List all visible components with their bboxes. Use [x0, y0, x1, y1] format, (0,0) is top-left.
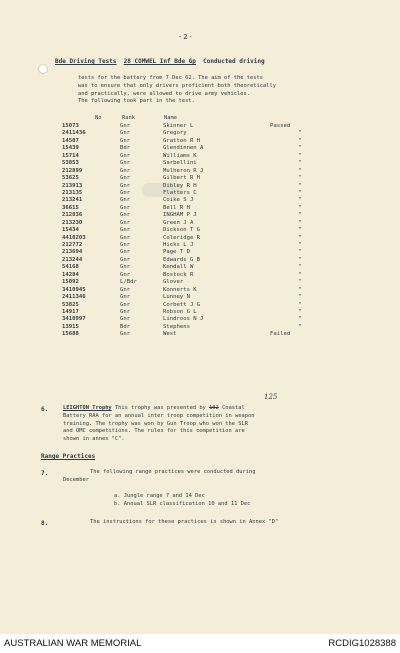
cell-no: 15092	[62, 279, 79, 286]
cell-no: 14507	[62, 137, 79, 144]
cell-result: "	[298, 182, 302, 189]
section-title	[55, 58, 265, 65]
section-title-unit: 28 COMWEL Inf Bde Gp	[123, 58, 196, 65]
punch-hole	[38, 64, 48, 74]
cell-no: 213230	[62, 219, 83, 226]
record-id: RCDIG1028388	[328, 638, 396, 649]
cell-no: 213694	[62, 249, 83, 256]
cell-result: "	[298, 175, 302, 182]
cell-rank: Gnr	[120, 294, 131, 301]
cell-rank: Gnr	[120, 167, 131, 174]
cell-rank: Gnr	[120, 271, 131, 278]
cell-result: "	[298, 323, 302, 330]
para-6-text: This trophy was presented by	[111, 405, 210, 411]
handwritten-note: 125	[264, 393, 278, 401]
cell-name: Mulheron R J	[163, 167, 204, 174]
cell-no: 3410997	[62, 316, 86, 323]
cell-name: West	[163, 331, 177, 338]
para-6-line: shown in annex "C".	[63, 436, 125, 443]
range-item: a. Jungle range 7 and 14 Dec	[114, 493, 205, 499]
cell-name: Lindroos N J	[163, 316, 204, 323]
table-row	[62, 235, 342, 242]
cell-name: Bell R H	[163, 204, 190, 211]
cell-name: Skinner L	[163, 123, 194, 129]
header-no: No	[95, 115, 102, 121]
table-row	[62, 287, 342, 294]
cell-name: Gregory	[163, 130, 187, 137]
paragraph-line: and practically, were allowed to drive army vehicles.	[78, 90, 251, 97]
cell-name: Williams K	[163, 152, 197, 159]
cell-result: "	[298, 137, 302, 144]
cell-name: Corbett J G	[163, 301, 201, 308]
cell-name: Page T D	[163, 249, 190, 256]
para-6-line: and OMC competitions. The rules for this competition are	[63, 428, 245, 435]
cell-no: 3410945	[62, 286, 86, 293]
cell-no: 15073	[62, 123, 79, 129]
cell-rank: Gnr	[120, 308, 131, 315]
table-row	[62, 190, 342, 197]
cell-no: 2411436	[62, 130, 86, 137]
cell-no: 15714	[62, 152, 79, 159]
cell-rank: Gnr	[120, 331, 131, 338]
cell-result: "	[298, 301, 302, 308]
cell-rank: L/Bdr	[120, 279, 137, 286]
driver-table	[62, 123, 342, 339]
cell-no: 15434	[62, 227, 79, 234]
cell-name: Coike S J	[163, 197, 194, 204]
section-paragraph	[78, 75, 368, 106]
cell-no: 14284	[62, 271, 79, 278]
cell-result: "	[298, 160, 302, 167]
cell-no: 212036	[62, 212, 83, 219]
cell-result: "	[298, 219, 302, 226]
cell-name: Konnerts K	[163, 286, 197, 293]
table-row	[62, 242, 342, 249]
cell-rank: Gnr	[120, 301, 131, 308]
para-8-text: The instructions for these practices is shown in Annex "D"	[90, 519, 279, 525]
table-row	[62, 212, 342, 219]
cell-no: 54168	[62, 264, 79, 271]
cell-no: 213241	[62, 197, 83, 204]
cell-name: Sarbellini	[163, 160, 197, 167]
cell-no: 36615	[62, 204, 79, 211]
cell-result: "	[298, 286, 302, 293]
cell-rank: Bdr	[120, 145, 131, 152]
cell-rank: Gnr	[120, 204, 131, 211]
cell-result: "	[298, 316, 302, 323]
para-6-number: 6.	[41, 406, 49, 413]
cell-rank: Bdr	[120, 323, 131, 330]
cell-result: "	[298, 197, 302, 204]
cell-rank: Gnr	[120, 219, 131, 226]
table-row	[62, 324, 342, 331]
para-6-line: training. The trophy was won by Gun Troop who won the SLR	[63, 420, 248, 427]
cell-result: "	[298, 204, 302, 211]
paragraph-line: The following took part in the test.	[78, 98, 195, 105]
table-row	[62, 138, 342, 145]
cell-name: Green J A	[163, 219, 194, 226]
para-7-line-2: December	[63, 477, 89, 483]
table-row	[62, 197, 342, 204]
cell-name: Hicks L J	[163, 242, 194, 248]
cell-name: Bostock R	[163, 271, 194, 278]
cell-name: Gratton R H	[163, 137, 201, 144]
table-row	[62, 264, 342, 271]
cell-no: 15688	[62, 331, 79, 338]
cell-result: "	[298, 242, 302, 248]
cell-rank: Gnr	[120, 249, 131, 256]
cell-no: 213913	[62, 182, 83, 189]
cell-no: 15439	[62, 145, 79, 152]
cell-result: "	[298, 145, 302, 152]
cell-result: "	[298, 308, 302, 315]
table-row	[62, 316, 342, 323]
cell-no: 213244	[62, 256, 83, 263]
cell-no: 53853	[62, 160, 79, 167]
cell-rank: Gnr	[120, 227, 131, 234]
table-row	[62, 309, 342, 316]
table-row	[62, 130, 342, 137]
cell-name: Dibley R H	[163, 182, 197, 189]
table-row	[62, 123, 342, 130]
table-row	[62, 279, 342, 286]
archive-footer	[0, 634, 400, 653]
table-row	[62, 272, 342, 279]
section-title-prefix: Bde Driving Tests	[55, 58, 117, 65]
cell-rank: Gnr	[120, 160, 131, 167]
cell-no: 212772	[62, 242, 83, 248]
cell-rank: Gnr	[120, 316, 131, 323]
table-row	[62, 205, 342, 212]
cell-name: INGHAM P J	[163, 212, 197, 219]
para-8-number: 8.	[41, 520, 49, 527]
table-row	[62, 227, 342, 234]
cell-rank: Gnr	[120, 189, 131, 196]
cell-name: Robson G L	[163, 308, 197, 315]
para-7-number: 7.	[41, 470, 49, 477]
para-6-line: Battery RAA for an annual inter troop competition in weapon	[63, 412, 255, 419]
cell-name: Glover	[163, 279, 184, 286]
cell-name: Coleridge R	[163, 234, 201, 241]
cell-rank: Gnr	[120, 212, 131, 219]
para-6-line	[63, 405, 363, 413]
cell-result: Failed	[270, 331, 291, 338]
cell-no: 212899	[62, 167, 83, 174]
cell-no: 4410203	[62, 234, 86, 241]
cell-no: 14917	[62, 308, 79, 315]
para-6-title: LEIGHTON Trophy	[63, 405, 112, 411]
cell-result: "	[298, 294, 302, 301]
cell-rank: Gnr	[120, 175, 131, 182]
cell-result: "	[298, 271, 302, 278]
header-name: Name	[164, 115, 177, 121]
cell-name: Glendinnen A	[163, 145, 204, 152]
cell-result: "	[298, 227, 302, 234]
cell-rank: Gnr	[120, 152, 131, 159]
table-row	[62, 249, 342, 256]
table-row	[62, 331, 342, 338]
cell-result: "	[298, 167, 302, 174]
cell-rank: Gnr	[120, 130, 131, 137]
table-row	[62, 257, 342, 264]
para-7-line-1: The following range practices were conducted during	[90, 469, 256, 475]
cell-name: Stephens	[163, 323, 190, 330]
cell-name: Lunney N	[163, 294, 190, 301]
cell-rank: Gnr	[120, 264, 131, 271]
cell-name: Edwards G B	[163, 256, 201, 263]
table-row	[62, 302, 342, 309]
table-row	[62, 153, 342, 160]
cell-rank: Gnr	[120, 256, 131, 263]
cell-rank: Gnr	[120, 123, 131, 129]
range-item: b. Annual SLR classification 10 and 11 Dec	[114, 501, 251, 507]
cell-rank: Gnr	[120, 242, 131, 248]
para-6-text: Coastal	[218, 405, 245, 411]
para-6	[63, 405, 363, 444]
range-practices-title: Range Practices	[41, 453, 96, 460]
cell-name: Kendall W	[163, 264, 194, 271]
table-row	[62, 145, 342, 152]
table-row	[62, 220, 342, 227]
table-row	[62, 175, 342, 182]
cell-result: "	[298, 256, 302, 263]
cell-result: Passed	[270, 123, 291, 129]
section-title-suffix: Conducted driving	[203, 58, 265, 65]
cell-result: "	[298, 279, 302, 286]
cell-rank: Gnr	[120, 234, 131, 241]
cell-no: 53825	[62, 301, 79, 308]
cell-rank: Gnr	[120, 137, 131, 144]
cell-result: "	[298, 152, 302, 159]
table-row	[62, 183, 342, 190]
cell-result: "	[298, 189, 302, 196]
cell-no: 53625	[62, 175, 79, 182]
cell-result: "	[298, 264, 302, 271]
archive-name: AUSTRALIAN WAR MEMORIAL	[4, 638, 142, 649]
paragraph-line: tests for the battery from 7 Dec 62. The aim of the tests	[78, 75, 263, 81]
cell-no: 213135	[62, 189, 83, 196]
table-row	[62, 160, 342, 167]
cell-rank: Gnr	[120, 286, 131, 293]
cell-result: "	[298, 249, 302, 256]
page-number: -2-	[178, 33, 194, 41]
paragraph-line: was to ensure that only drivers proficient both theoretically	[78, 82, 276, 89]
cell-result: "	[298, 130, 302, 137]
cell-name: Dickson T G	[163, 227, 201, 234]
cell-no: 2411346	[62, 294, 86, 301]
struck-text: 102	[209, 405, 219, 411]
table-row	[62, 168, 342, 175]
table-row	[62, 294, 342, 301]
cell-name: Gilbert R H	[163, 175, 201, 182]
cell-result: "	[298, 234, 302, 241]
cell-result: "	[298, 212, 302, 219]
cell-rank: Gnr	[120, 197, 131, 204]
cell-no: 13915	[62, 323, 79, 330]
cell-rank: Gnr	[120, 182, 131, 189]
cell-name: Flatters C	[163, 189, 197, 196]
header-rank: Rank	[122, 115, 135, 121]
